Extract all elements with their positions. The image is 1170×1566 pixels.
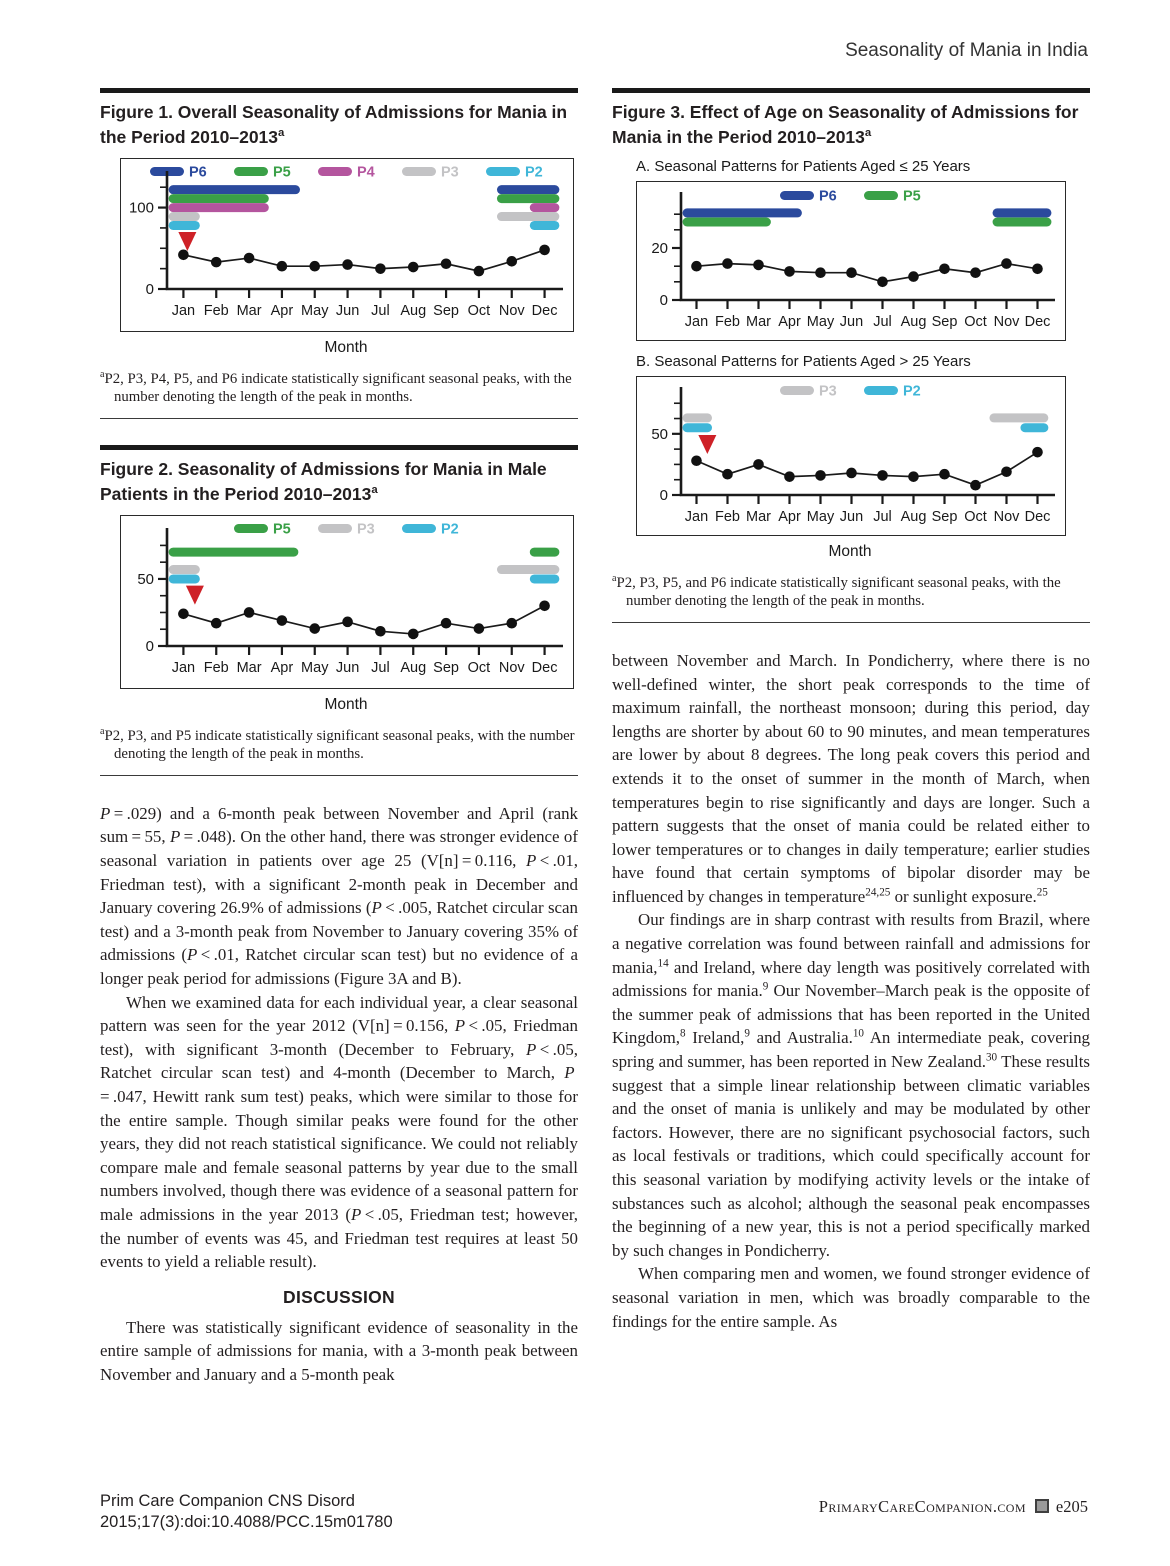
svg-text:0: 0	[659, 486, 668, 504]
footer-doi: 2015;17(3):doi:10.4088/PCC.15m01780	[100, 1512, 393, 1531]
svg-text:Aug: Aug	[900, 313, 927, 330]
svg-text:Jul: Jul	[873, 313, 892, 330]
svg-text:Apr: Apr	[270, 302, 294, 319]
right-column-body	[612, 649, 1090, 1333]
svg-text:Mar: Mar	[746, 313, 771, 330]
svg-text:Mar: Mar	[236, 302, 262, 319]
svg-text:Mar: Mar	[236, 659, 262, 676]
figure-2-title: Figure 2. Seasonality of Admissions for Mania in Male Patients in the Period 2010–2013$^a$	[100, 458, 547, 504]
svg-text:P3: P3	[819, 383, 837, 400]
figure-1-bottom-rule	[100, 418, 578, 419]
footer-website: PrimaryCareCompanion.com	[818, 1497, 1026, 1516]
svg-text:P2: P2	[441, 521, 459, 538]
figure-2-top-rule	[100, 445, 578, 450]
svg-text:Apr: Apr	[270, 659, 294, 676]
svg-text:P3: P3	[357, 521, 375, 538]
figure-3-top-rule	[612, 88, 1090, 93]
svg-text:Feb: Feb	[715, 313, 740, 330]
svg-text:Feb: Feb	[203, 659, 229, 676]
svg-text:Dec: Dec	[1024, 313, 1051, 330]
svg-text:20: 20	[651, 239, 668, 257]
journal-square-icon	[1035, 1499, 1049, 1513]
body-paragraph: When comparing men and women, we found stronger evidence of seasonal variation in men, which was broadly comparable to the findings for the entire sample. As	[612, 1264, 1090, 1331]
svg-text:Jan: Jan	[684, 313, 709, 330]
figure-3-title: Figure 3. Effect of Age on Seasonality of Admissions for Mania in the Period 2010–2013$^a$	[612, 102, 1079, 147]
svg-text:Nov: Nov	[993, 313, 1020, 330]
figure-2-bottom-rule	[100, 775, 578, 776]
figure-2-x-axis-label: Month	[324, 695, 368, 713]
footer-page-number: e205	[1055, 1497, 1088, 1516]
running-head: Seasonality of Mania in India	[845, 40, 1088, 61]
figure-3-panel-a-label: A. Seasonal Patterns for Patients Aged ≤ 25 Years	[636, 157, 971, 175]
left-column-body	[100, 802, 578, 1387]
figure-1-footnote: $^a$P2, P3, P4, P5, and P6 indicate statistically significant seasonal peaks, with the number denoting the length of the peak in months.	[100, 368, 572, 406]
figure-1-title: Figure 1. Overall Seasonality of Admissions for Mania in the Period 2010–2013$^a$	[100, 102, 568, 147]
figure-3-block	[612, 88, 1090, 623]
svg-text:P5: P5	[273, 521, 291, 538]
svg-text:P2: P2	[903, 383, 921, 400]
svg-text:50: 50	[651, 425, 668, 443]
svg-text:50: 50	[137, 570, 154, 588]
svg-text:May: May	[806, 313, 835, 330]
svg-text:Jun: Jun	[839, 508, 864, 525]
body-paragraph: There was statistically significant evidence of seasonality in the entire sample of admissions for mania, with a 3-month peak between November and January and a 5-month peak	[100, 1317, 578, 1384]
svg-text:Sep: Sep	[433, 302, 459, 319]
svg-text:Dec: Dec	[531, 302, 558, 319]
figure-3a-chart	[636, 181, 1066, 341]
svg-text:Feb: Feb	[715, 508, 740, 525]
svg-text:Oct: Oct	[964, 508, 987, 525]
footer-journal-name: Prim Care Companion CNS Disord	[100, 1492, 355, 1510]
svg-text:P6: P6	[189, 164, 207, 181]
figure-2-footnote: $^a$P2, P3, and P5 indicate statistically significant seasonal peaks, with the number denoting the length of the peak in months.	[100, 725, 575, 763]
svg-text:Nov: Nov	[498, 302, 525, 319]
body-paragraph: P = .029) and a 6-month peak between November and April (rank sum = 55, P = .048). On the other hand, there was stronger evidence of seasonal variation in patients over age 25 (V[n] = 0.116, P < .01, Friedman test), with a significant 2-month peak in December and January covering 26.9% of admissions (P < .005, Ratchet circular scan test) and a 3-month peak from November to January covering 35% of admissions (P < .01, Ratchet circular scan test) but no evidence of a longer peak period for admissions (Figure 3A and B).	[100, 803, 578, 989]
svg-text:Aug: Aug	[900, 508, 927, 525]
discussion-heading: DISCUSSION	[283, 1286, 395, 1307]
svg-text:100: 100	[128, 199, 154, 217]
svg-text:Sep: Sep	[931, 313, 958, 330]
svg-text:Jun: Jun	[335, 302, 360, 319]
svg-text:Feb: Feb	[203, 302, 229, 319]
figure-3b-chart	[636, 376, 1066, 536]
svg-text:Aug: Aug	[400, 302, 427, 319]
svg-text:0: 0	[145, 280, 154, 298]
svg-text:Jul: Jul	[371, 659, 390, 676]
svg-text:0: 0	[659, 291, 668, 309]
svg-text:Dec: Dec	[1024, 508, 1051, 525]
figure-1-block	[100, 88, 578, 419]
svg-text:Jul: Jul	[873, 508, 892, 525]
svg-text:P3: P3	[441, 164, 459, 181]
svg-text:Jan: Jan	[171, 302, 196, 319]
svg-text:Apr: Apr	[778, 508, 801, 525]
svg-text:Sep: Sep	[433, 659, 459, 676]
svg-text:May: May	[301, 659, 329, 676]
svg-text:Oct: Oct	[467, 659, 491, 676]
svg-text:Sep: Sep	[931, 508, 958, 525]
figure-3-footnote: $^a$P2, P3, P5, and P6 indicate statistically significant seasonal peaks, with the number denoting the length of the peak in months.	[612, 572, 1061, 610]
svg-text:P6: P6	[819, 188, 837, 205]
figure-2-block	[100, 445, 578, 776]
figure-2-chart	[120, 515, 574, 689]
svg-text:Jan: Jan	[684, 508, 709, 525]
left-column	[100, 88, 578, 1387]
figure-1-chart	[120, 158, 574, 332]
svg-text:Jun: Jun	[335, 659, 360, 676]
svg-text:Mar: Mar	[746, 508, 771, 525]
footer-site-page	[819, 1497, 1088, 1517]
svg-text:May: May	[301, 302, 329, 319]
svg-text:Oct: Oct	[964, 313, 987, 330]
svg-text:P5: P5	[273, 164, 291, 181]
figure-1-top-rule	[100, 88, 578, 93]
svg-text:Aug: Aug	[400, 659, 427, 676]
body-paragraph: When we examined data for each individual year, a clear seasonal pattern was seen for the year 2012 (V[n] = 0.156, P < .05, Friedman test), with significant 3-month (December to February, P < .05, Ratchet circular scan test) and 4-month (December to March, P = .047, Hewitt rank sum test) peaks, which were similar to those for the entire sample. Though similar peaks were found for the other years, they did not reach statistical significance. We could not reliably compare male and female seasonal patterns by year due to the small numbers involved, though there was evidence of a seasonal pattern for male admissions in the year 2013 (P < .05, Friedman test; however, the number of events was 45, and Friedman test requires at least 50 events to yield a reliable result).	[100, 992, 579, 1272]
figure-1-x-axis-label: Month	[324, 338, 368, 356]
svg-text:Jun: Jun	[839, 313, 864, 330]
svg-text:P2: P2	[525, 164, 543, 181]
right-column	[612, 88, 1090, 1333]
svg-text:Oct: Oct	[467, 302, 491, 319]
figure-3-panel-b-label: B. Seasonal Patterns for Patients Aged > 25 Years	[636, 352, 971, 370]
figure-3-x-axis-label: Month	[828, 542, 872, 560]
svg-text:Apr: Apr	[778, 313, 801, 330]
svg-text:Nov: Nov	[993, 508, 1020, 525]
footer-citation	[100, 1491, 393, 1532]
svg-text:0: 0	[145, 637, 154, 655]
svg-text:Nov: Nov	[498, 659, 525, 676]
svg-text:P4: P4	[357, 164, 375, 181]
svg-text:P5: P5	[903, 188, 921, 205]
svg-text:Jan: Jan	[171, 659, 196, 676]
svg-text:May: May	[806, 508, 835, 525]
svg-text:Jul: Jul	[371, 302, 390, 319]
svg-text:Dec: Dec	[531, 659, 558, 676]
figure-3-bottom-rule	[612, 622, 1090, 623]
body-paragraph: between November and March. In Pondicherry, where there is no well-defined winter, the short peak corresponds to the time of maximum rainfall, the northeast monsoon; during this period, day lengths are shorter by about 60 to 90 minutes, and mean temperatures are lower by about 8 degrees. The long peak covers this period and extends it to the onset of summer in the month of March, when temperatures begin to rise significantly and days are longer. Such a pattern suggests that the onset of mania could be related either to lower temperatures or to changes in daily temperature; earlier studies have found that certain symptoms of bipolar disorder may be influenced by changes in temperature$^{24,25}$ or sunlight exposure.$^{25}$	[612, 650, 1090, 906]
body-paragraph: Our findings are in sharp contrast with results from Brazil, where a negative correlation was found between rainfall and admissions for mania,$^{14}$ and Ireland, where day length was positively correlated with admissions for mania.$^9$ Our November–March peak is the opposite of the summer peak of admissions that has been reported in the United Kingdom,$^8$ Ireland,$^9$ and Australia.$^{10}$ An intermediate peak, covering spring and summer, has been reported in New Zealand.$^{30}$ These results suggest that a simple linear relationship between climatic variables and the onset of mania is unlikely and may be modulated by other factors. However, there are no significant psychosocial factors, such as local festivals or traditions, which could specifically account for this seasonal variation by modifying activity levels or the intake of substances such as alcohol; although the seasonal peak encompasses the beginning of a new year, this is not a period specifically marked by such changes in Pondicherry.	[612, 910, 1090, 1260]
